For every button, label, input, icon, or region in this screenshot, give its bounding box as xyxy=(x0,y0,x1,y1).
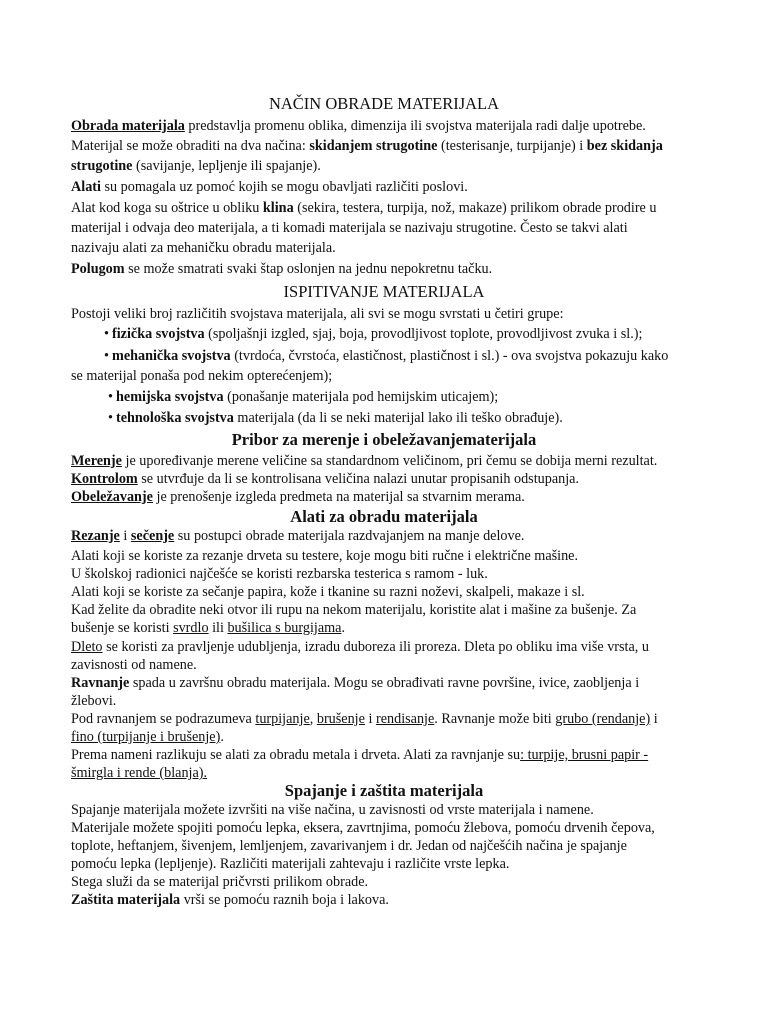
bullet-icon: • xyxy=(108,410,113,426)
text: su postupci obrade materijala razdvajanjem na manje delove. xyxy=(174,528,525,544)
list-item-mehanicka xyxy=(104,347,668,365)
paragraph-line xyxy=(71,891,389,909)
title-pribor: Pribor za merenje i obeležavanjematerijala xyxy=(231,430,537,449)
term-fizicka: fizička svojstva xyxy=(112,326,205,342)
term-secenje: sečenje xyxy=(130,528,175,544)
term-smirgla: šmirgla i rende (blanja). xyxy=(71,765,208,781)
term-bez-skidanja: bez skidanja xyxy=(586,138,663,154)
text: spada u završnu obradu materijala. Mogu se obrađivati ravne površine, ivice, zaobljenja i xyxy=(129,675,640,691)
paragraph-line: Alati koji se koriste za sečanje papira, kože i tkanine su razni noževi, skalpeli, makaze i sl. xyxy=(71,584,585,600)
text: je upoređivanje merene veličine sa standardnom veličinom, pri čemu se dobija merni rezultat. xyxy=(121,453,658,469)
term-mehanicka: mehanička svojstva xyxy=(112,348,231,364)
term-svrdlo: svrdlo xyxy=(173,620,209,636)
text: , xyxy=(309,711,317,727)
paragraph-line xyxy=(71,619,345,637)
term-obrada: Obrada materijala xyxy=(71,118,185,134)
paragraph-line xyxy=(71,178,468,196)
paragraph-line: Stega služi da se materijal pričvrsti prilikom obrade. xyxy=(71,874,369,890)
paragraph-line xyxy=(71,728,224,746)
text: se utvrđuje da li se kontrolisana veličina nalazi unutar propisanih odstupanja. xyxy=(137,471,580,487)
paragraph-line: zavisnosti od namene. xyxy=(71,657,197,673)
term-turpijanje: turpijanje xyxy=(255,711,310,727)
list-item-fizicka xyxy=(104,325,642,343)
term-obelezavanje: Obeležavanje xyxy=(71,489,153,505)
paragraph-line: se materijal ponaša pod nekim opterećenjem); xyxy=(71,368,333,384)
term-fino: fino (turpijanje i brušenje) xyxy=(71,729,221,745)
term-grubo: grubo (rendanje) xyxy=(555,711,651,727)
term-zastita: Zaštita materijala xyxy=(71,892,181,908)
paragraph-line: materijal i odvaja deo materijala, a ti komadi materijala se nazivaju strugotine. Često se takvi alati xyxy=(71,220,628,236)
paragraph-line xyxy=(71,157,321,175)
paragraph-line xyxy=(71,452,657,470)
text: ili xyxy=(208,620,228,636)
text: . Ravnanje može biti xyxy=(434,711,556,727)
term-merenje: Merenje xyxy=(71,453,122,469)
paragraph-line xyxy=(71,638,649,656)
text: se može smatrati svaki štap oslonjen na jednu nepokretnu tačku. xyxy=(124,261,493,277)
paragraph-line xyxy=(71,470,579,488)
paragraph-line: žlebovi. xyxy=(71,693,117,709)
text: Materijal se može obraditi na dva načina: xyxy=(71,138,310,154)
term-rezanje: Rezanje xyxy=(71,528,120,544)
text: . xyxy=(341,620,346,636)
paragraph-line: Alati koji se koriste za rezanje drveta su testere, koje mogu biti ručne i električne mašine. xyxy=(71,548,579,564)
paragraph-line: pomoću lepka (lepljenje). Različiti materijali zahtevaju i različite vrste lepka. xyxy=(71,856,510,872)
term-brusenje: brušenje xyxy=(316,711,365,727)
term-skidanjem: skidanjem strugotine xyxy=(309,138,438,154)
title-alati: Alati za obradu materijala xyxy=(290,507,478,526)
paragraph-line xyxy=(71,137,663,155)
text: Pod ravnanjem se podrazumeva xyxy=(71,711,256,727)
text: vrši se pomoću raznih boja i lakova. xyxy=(180,892,389,908)
text: (tvrdoća, čvrstoća, elastičnost, plastičnost i sl.) - ova svojstva pokazuju kako xyxy=(230,348,669,364)
text: Alat kod koga su oštrice u obliku xyxy=(71,200,263,216)
text: i xyxy=(650,711,658,727)
text: i xyxy=(119,528,131,544)
paragraph-line xyxy=(71,674,639,692)
term-turpije: : turpije, brusni papir - xyxy=(520,747,649,763)
list-item-tehnoloska xyxy=(108,409,563,427)
term-dleto: Dleto xyxy=(71,639,103,655)
term-busilica: bušilica s burgijama xyxy=(227,620,342,636)
bullet-icon: • xyxy=(104,326,109,342)
text: se koristi za pravljenje udubljenja, izradu duboreza ili proreza. Dleta po obliku ima više vrsta, u xyxy=(102,639,649,655)
text: (savijanje, lepljenje ili spajanje). xyxy=(132,158,321,174)
term-ravnanje: Ravnanje xyxy=(71,675,130,691)
paragraph-line: Postoji veliki broj različitih svojstava materijala, ali svi se mogu svrstati u četiri grupe: xyxy=(71,306,564,322)
paragraph-line xyxy=(71,764,207,782)
paragraph-line xyxy=(71,710,658,728)
text: i xyxy=(364,711,376,727)
term-rendisanje: rendisanje xyxy=(375,711,435,727)
text: (spoljašnji izgled, sjaj, boja, provodljivost toplote, provodljivost zvuka i sl.); xyxy=(204,326,643,342)
paragraph-line xyxy=(71,488,525,506)
term-hemijska: hemijska svojstva xyxy=(116,389,224,405)
text: . xyxy=(220,729,224,745)
text: je prenošenje izgleda predmeta na materijal sa stvarnim merama. xyxy=(152,489,525,505)
paragraph-line xyxy=(71,199,657,217)
paragraph-line: Spajanje materijala možete izvršiti na više načina, u zavisnosti od vrste materijala i namene. xyxy=(71,802,594,818)
paragraph-line xyxy=(71,117,646,135)
paragraph-line: nazivaju alati za mehaničku obradu materijala. xyxy=(71,240,336,256)
term-kontrolom: Kontrolom xyxy=(71,471,138,487)
text: materijala (da li se neki materijal lako ili teško obrađuje). xyxy=(233,410,563,426)
title-ispitivanje: ISPITIVANJE MATERIJALA xyxy=(283,282,485,301)
text: predstavlja promenu oblika, dimenzija ili svojstva materijala radi dalje upotrebe. xyxy=(184,118,646,134)
paragraph-line: toplote, heftanjem, šivenjem, lemljenjem, zavarivanjem i dr. Jedan od najčešćih načina je spajanje xyxy=(71,838,627,854)
text: (testerisanje, turpijanje) i xyxy=(437,138,587,154)
term-tehnoloska: tehnološka svojstva xyxy=(116,410,234,426)
paragraph-line xyxy=(71,746,648,764)
bullet-icon: • xyxy=(108,389,113,405)
paragraph-line: U školskoj radionici najčešće se koristi rezbarska testerica s ramom - luk. xyxy=(71,566,488,582)
text: (ponašanje materijala pod hemijskim uticajem); xyxy=(223,389,499,405)
term-strugotine: strugotine xyxy=(71,158,133,174)
text: Prema nameni razlikuju se alati za obradu metala i drveta. Alati za ravnjanje su xyxy=(71,747,521,763)
paragraph-line xyxy=(71,527,524,545)
paragraph-line xyxy=(71,260,492,278)
paragraph-line: Materijale možete spojiti pomoću lepka, eksera, zavrtnjima, pomoću žlebova, pomoću drvenih čepova, xyxy=(71,820,655,836)
text: su pomagala uz pomoć kojih se mogu obavljati različiti poslovi. xyxy=(100,179,468,195)
text: bušenje se koristi xyxy=(71,620,174,636)
term-klina: klina xyxy=(262,200,294,216)
title-spajanje: Spajanje i zaštita materijala xyxy=(284,781,484,800)
paragraph-line: Kad želite da obradite neki otvor ili rupu na nekom materijalu, koristite alat i mašine za bušenje. Za xyxy=(71,602,637,618)
list-item-hemijska xyxy=(108,388,498,406)
term-polugom: Polugom xyxy=(71,261,125,277)
text: (sekira, testera, turpija, nož, makaze) prilikom obrade prodire u xyxy=(293,200,657,216)
term-alati: Alati xyxy=(71,179,101,195)
title-nacin-obrade: NAČIN OBRADE MATERIJALA xyxy=(268,94,500,113)
bullet-icon: • xyxy=(104,348,109,364)
